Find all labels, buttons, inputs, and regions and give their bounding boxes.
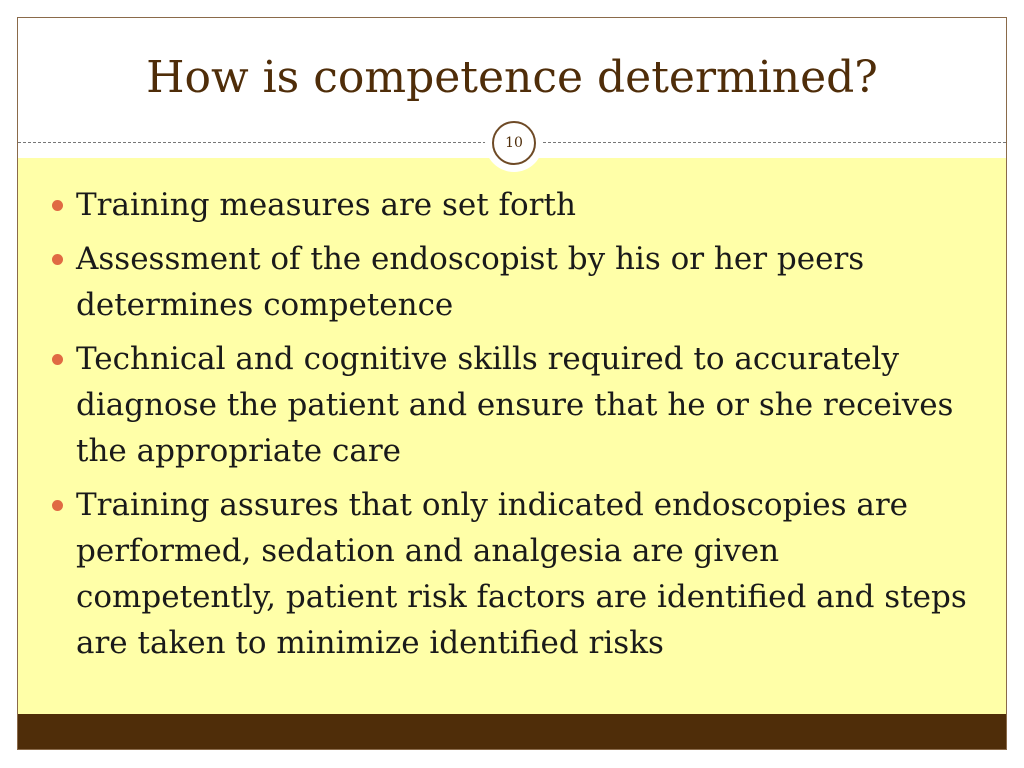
footer-bar: [18, 714, 1006, 749]
bullet-text: Training assures that only indicated endoscopies are performed, sedation and analgesia are given competently, patient risk factors are identified and steps are taken to minimize identified risks: [76, 487, 967, 661]
slide-number-badge: [485, 114, 543, 172]
bullet-text: Technical and cognitive skills required to accurately diagnose the patient and ensure that he or she receives the appropriate care: [76, 341, 954, 469]
slide-title: How is competence determined?: [146, 52, 878, 103]
slide-number: 10: [492, 121, 536, 165]
slide-frame: [17, 17, 1007, 750]
bullet-item: [48, 336, 978, 474]
bullet-item: [48, 236, 978, 328]
bullet-dot-icon: [52, 354, 63, 365]
bullet-item: [48, 182, 978, 228]
bullet-dot-icon: [52, 500, 63, 511]
bullet-text: Assessment of the endoscopist by his or her peers determines competence: [76, 241, 865, 323]
bullet-dot-icon: [52, 200, 63, 211]
bullet-item: [48, 482, 978, 666]
bullet-text: Training measures are set forth: [76, 187, 576, 223]
bullet-list: [48, 182, 978, 674]
bullet-dot-icon: [52, 254, 63, 265]
